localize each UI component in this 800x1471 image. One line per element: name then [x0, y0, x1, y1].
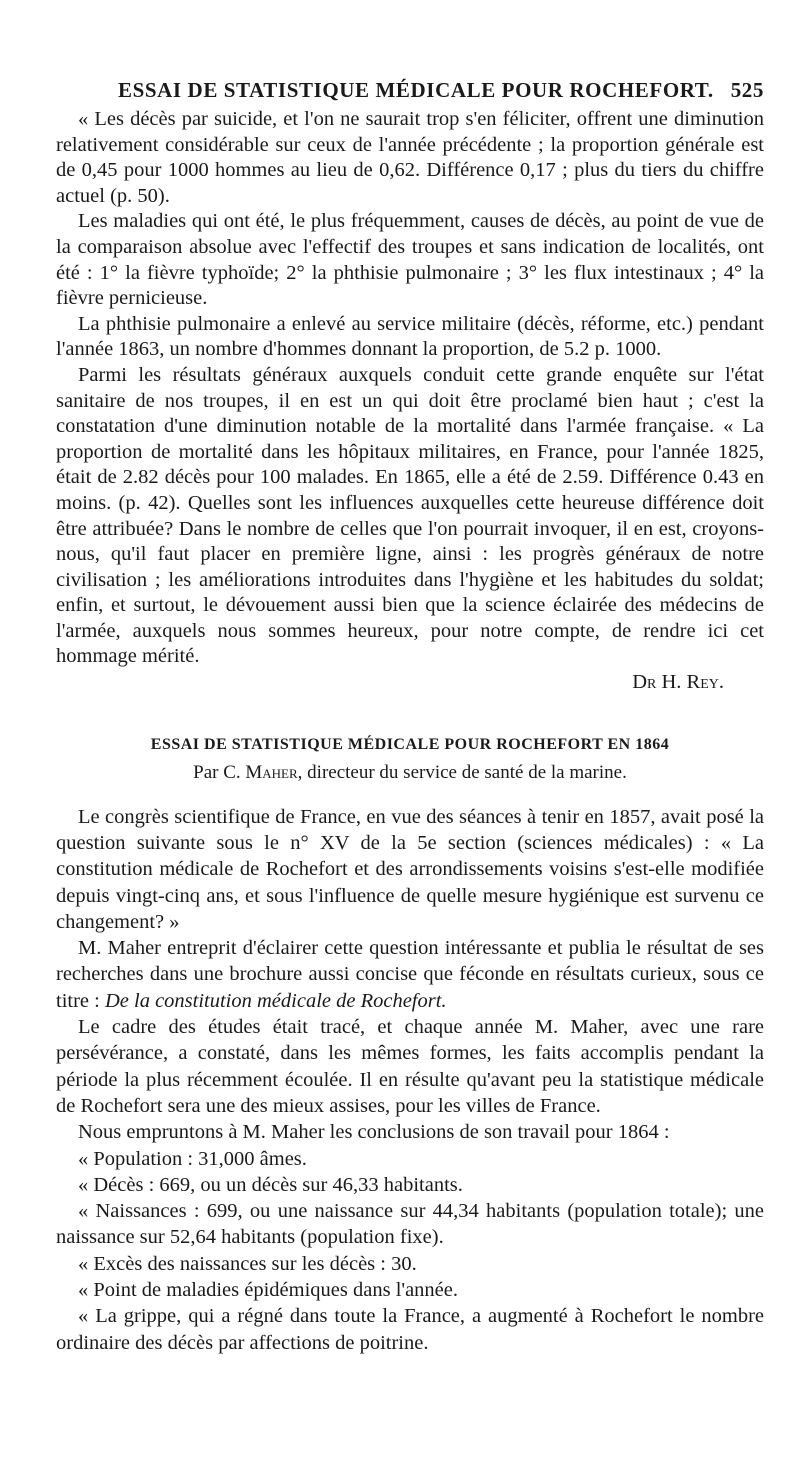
byline: [56, 762, 764, 784]
paragraph: « La grippe, qui a régné dans toute la France, a augmenté à Rochefort le nombre ordinaire des décès par affections de poitrine.: [56, 1305, 764, 1354]
article-body: [56, 804, 764, 1356]
paragraph: « Excès des naissances sur les décès : 30.: [78, 1252, 417, 1275]
paragraph-text: M. Maher entreprit d'éclairer cette question intéressante et publia le résultat de ses recherches dans une brochure aussi concise que féconde en résultats curieux, sous ce titre :: [56, 937, 764, 1012]
paragraph: Le congrès scientifique de France, en vue des séances à tenir en 1857, avait posé la question suivante sous le n° XV de la 5e section (sciences médicales) : « La constitution médicale de Rochefort et des arrondissements voisins s'est-elle modifiée depuis vingt-cinq ans, et sous l'influence de quelle mesure hygiénique est survenu ce changement? »: [56, 805, 764, 933]
paragraph: « Point de maladies épidémiques dans l'année.: [78, 1279, 459, 1301]
paragraph: « Décès : 669, ou un décès sur 46,33 habitants.: [78, 1173, 463, 1196]
paragraph: Le cadre des études était tracé, et chaque année M. Maher, avec une rare persévérance, a constaté, dans les mêmes formes, les faits accomplis pendant la période la plus récemment écoulée. Il en résulte qu'avant peu la statistique médicale de Rochefort sera une des mieux assises, pour les villes de France.: [56, 1016, 764, 1117]
page: [56, 78, 764, 1356]
review-text: [56, 107, 764, 696]
paragraph: « Population : 31,000 âmes.: [78, 1147, 307, 1170]
byline-author: Maher,: [245, 761, 303, 783]
signature-line: [56, 670, 764, 696]
paragraph: [56, 935, 764, 1014]
paragraph: Nous empruntons à M. Maher les conclusions de son travail pour 1864 :: [78, 1121, 670, 1144]
paragraph: Les maladies qui ont été, le plus fréquemment, causes de décès, au point de vue de la comparaison absolue avec l'effectif des troupes et sans indication de localités, ont été : 1° la fièvre typhoïde; 2° la phthisie pulmonaire ; 3° les flux intestinaux ; 4° la fièvre pernicieuse.: [56, 210, 764, 310]
signature: Dr H. Rey.: [632, 671, 724, 694]
article-heading: [56, 736, 764, 784]
paragraph: « Naissances : 699, ou une naissance sur 44,34 habitants (population totale); une naissance sur 52,64 habitants (population fixe).: [56, 1200, 764, 1249]
running-header: [118, 78, 764, 103]
running-title: ESSAI DE STATISTIQUE MÉDICALE POUR ROCHEFORT.: [118, 78, 714, 102]
article-title: ESSAI DE STATISTIQUE MÉDICALE POUR ROCHEFORT EN 1864: [150, 735, 670, 753]
page-number: 525: [730, 78, 764, 102]
byline-suffix: directeur du service de santé de la marine.: [307, 761, 627, 783]
book-title: De la constitution médicale de Rochefort.: [104, 989, 447, 1012]
paragraph: Parmi les résultats généraux auxquels conduit cette grande enquête sur l'état sanitaire de nos troupes, il en est un qui doit être proclamé bien haut ; c'est la constatation d'une diminution notable de la mortalité dans l'armée française. « La proportion de mortalité dans les hôpitaux militaires, en France, pour l'année 1825, était de 2.82 décès pour 100 malades. En 1865, elle a été de 2.59. Différence 0.43 en moins. (p. 42). Quelles sont les influences auxquelles cette heureuse différence doit être attribuée? Dans le nombre de celles que l'on pourrait invoquer, il en est, croyons-nous, qu'il faut placer en première ligne, ainsi : les progrès généraux de notre civilisation ; les améliorations introduites dans l'hygiène et les habitudes du soldat; enfin, et surtout, le dévouement aussi bien que la science éclairée des médecins de l'armée, auxquels nous sommes heureux, pour notre compte, de rendre ici cet hommage mérité.: [56, 363, 764, 668]
paragraph: « Les décès par suicide, et l'on ne saurait trop s'en féliciter, offrent une diminution relativement considérable sur ceux de l'année précédente ; la proportion générale est de 0,45 pour 1000 hommes au lieu de 0,62. Différence 0,17 ; plus du tiers du chiffre actuel (p. 50).: [56, 108, 764, 207]
paragraph: La phthisie pulmonaire a enlevé au service militaire (décès, réforme, etc.) pendant l'année 1863, un nombre d'hommes donnant la proportion, de 5.2 p. 1000.: [56, 312, 764, 361]
byline-prefix: Par C.: [193, 761, 241, 783]
